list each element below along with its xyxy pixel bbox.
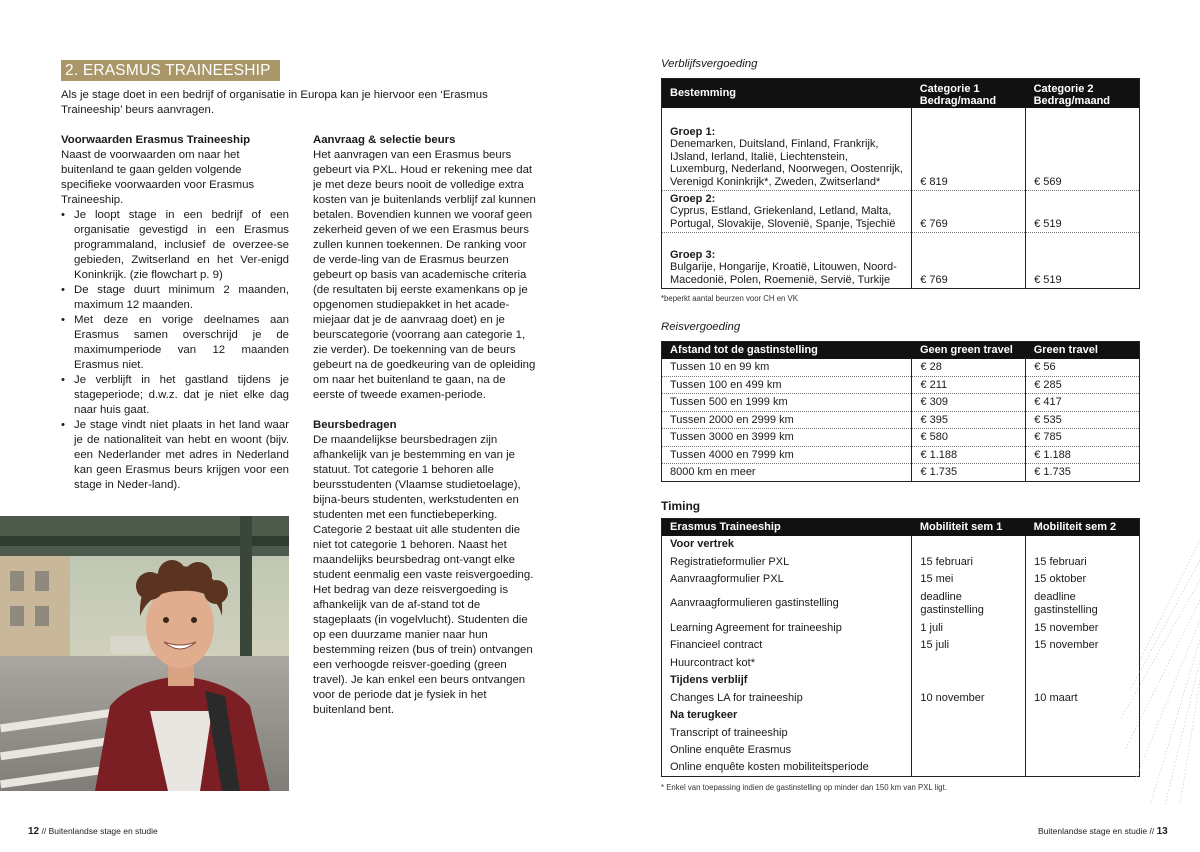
distance-cell: Tussen 100 en 499 km (662, 376, 912, 394)
table-row (662, 464, 1140, 482)
voorwaarden-block (61, 133, 289, 493)
distance-cell: 8000 km en meer (662, 464, 912, 482)
group-name: Groep 1: (670, 125, 716, 138)
reis-header-afstand: Afstand tot de gastinstelling (662, 342, 912, 359)
table-row (662, 536, 1140, 554)
distance-cell: Tussen 3000 en 3999 km (662, 429, 912, 447)
reis-label: Reisvergoeding (661, 321, 741, 333)
verblijf-table (661, 78, 1140, 289)
beursbedragen-heading: Beursbedragen (313, 419, 397, 431)
table-row (662, 429, 1140, 447)
table-row (662, 619, 1140, 637)
sem2-date: 15 november (1026, 619, 1140, 637)
page-number-left: 12 (28, 826, 40, 837)
timing-item-label: Aanvraagformulier PXL (662, 571, 912, 589)
table-row (662, 654, 1140, 672)
footer-right-text: Buitenlandse stage en studie // (1038, 826, 1157, 836)
timing-item-label: Financieel contract (662, 637, 912, 655)
timing-group-label: Voor vertrek (662, 536, 912, 554)
sem1-date (912, 654, 1026, 672)
green-amount-cell: € 417 (1026, 394, 1140, 412)
table-row (662, 637, 1140, 655)
amount-cell: € 395 (912, 411, 1026, 429)
sem1-date (912, 742, 1026, 760)
page-number-right: 13 (1156, 826, 1168, 837)
beursbedragen-text: De maandelijkse beursbedragen zijn afhankelijk van je bestemming en van je statuut. Tot categorie 1 behoren alle beursstudenten (Vlaamse studietoelage), bijna-beurs studenten, werkstudenten en studenten met een functiebeperking. Categorie 2 bestaat uit alle studenten die niet tot categorie 1 behoren. Naast het maandelijks beursbedrag ont-vangt elke student eenmalig een vaste reisvergoeding. Het bedrag van deze reisvergoeding is afhankelijk van de af-stand tot de stageplaats (in vogelvlucht). Studenten die op een duurzame manier naar hun bestemming reizen (bus of trein) ontvangen een verhoogde reisver-goeding (green travel). Je kan enkel een beurs ontvangen voor de periode dat je fysiek in het buitenland bent. (313, 434, 534, 716)
group-name: Groep 3: (670, 248, 716, 261)
voorwaarden-heading: Voorwaarden Erasmus Traineeship (61, 134, 251, 146)
timing-table (661, 518, 1140, 777)
reis-header-green: Green travel (1026, 342, 1140, 359)
timing-label: Timing (661, 499, 701, 513)
timing-group-label: Na terugkeer (662, 707, 912, 725)
sem1-date: 15 juli (912, 637, 1026, 655)
sem2-date: 15 oktober (1026, 571, 1140, 589)
table-row (662, 376, 1140, 394)
table-row (662, 411, 1140, 429)
list-item: • Je stage vindt niet plaats in het land waar je de nationaliteit van hebt en woont (bijv. een Nederlander met adres in Nederland kan geen Erasmus beurs krijgen voor een stage in Neder-land). (61, 418, 289, 493)
aanvraag-block (313, 133, 539, 718)
list-item: • De stage duurt minimum 2 maanden, maximum 12 maanden. (61, 283, 289, 313)
timing-header-sem2: Mobiliteit sem 2 (1026, 519, 1140, 536)
timing-item-label: Registratieformulier PXL (662, 553, 912, 571)
timing-header-traineeship: Erasmus Traineeship (662, 519, 912, 536)
student-photo (0, 516, 289, 791)
table-row (662, 191, 1140, 233)
table-row (662, 571, 1140, 589)
aanvraag-text: Het aanvragen van een Erasmus beurs gebeurt via PXL. Houd er rekening mee dat je met deze beurs nooit de volledige extra kosten van je buitenlands verblijf zal kunnen betalen. Bovendien kunnen we vooraf geen zekerheid geven of we een Erasmus beurs zullen kunnen toekennen. De ranking voor de verde-ling van de Erasmus beurzen gebeurt op basis van academische criteria (de resultaten bij eerste examenkans op je opgenomen studiepakket in het acade-miejaar dat je de aanvraag doet) en je beurscategorie (voorrang aan categorie 1, zie verder). De toekenning van de beurs gebeurt na de goedkeuring van de opleiding om naar het buitenland te gaan, na de eerste of tweede examen-periode. (313, 149, 536, 401)
table-row (662, 742, 1140, 760)
sem1-date: 10 november (912, 689, 1026, 707)
green-amount-cell: € 785 (1026, 429, 1140, 447)
table-row (662, 707, 1140, 725)
timing-item-label: Transcript of traineeship (662, 724, 912, 742)
sem1-date: 15 februari (912, 553, 1026, 571)
green-amount-cell: € 1.188 (1026, 446, 1140, 464)
verblijf-note: *beperkt aantal beurzen voor CH en VK (661, 294, 798, 303)
sem2-date: 10 maart (1026, 689, 1140, 707)
list-item: • Met deze en vorige deelnames aan Erasmus samen overschrijd je de maximumperiode van 12 maanden Erasmus niet. (61, 313, 289, 373)
timing-group-label: Tijdens verblijf (662, 672, 912, 690)
green-amount-cell: € 285 (1026, 376, 1140, 394)
table-row (662, 233, 1140, 289)
timing-item-label: Changes LA for traineeship (662, 689, 912, 707)
timing-header-sem1: Mobiliteit sem 1 (912, 519, 1026, 536)
voorwaarden-text: Naast de voorwaarden om naar het buitenland te gaan gelden volgende specifieke voorwaarden voor Erasmus Traineeship. (61, 149, 255, 206)
cat2-amount: € 519 (1026, 233, 1140, 289)
green-amount-cell: € 56 (1026, 359, 1140, 377)
intro-text: Als je stage doet in een bedrijf of organisatie in Europa kan je hiervoor een ‘Erasmus Traineeship’ beurs aanvragen. (61, 89, 488, 116)
section-title: 2. ERASMUS TRAINEESHIP (61, 60, 280, 81)
sem2-date: 15 februari (1026, 553, 1140, 571)
distance-cell: Tussen 4000 en 7999 km (662, 446, 912, 464)
cat1-amount: € 769 (912, 233, 1026, 289)
footer-right (1038, 826, 1168, 837)
green-amount-cell: € 1.735 (1026, 464, 1140, 482)
sem1-date: 15 mei (912, 571, 1026, 589)
timing-item-label: Online enquête kosten mobiliteitsperiode (662, 759, 912, 777)
amount-cell: € 309 (912, 394, 1026, 412)
group-countries: Denemarken, Duitsland, Finland, Frankrijk, IJsland, Ierland, Italië, Liechtenstein, Luxemburg, Nederland, Noorwegen, Oostenrijk, Verenigd Koninkrijk*, Zweden, Zwitserland* (670, 138, 903, 188)
table-row (662, 446, 1140, 464)
timing-item-label: Aanvraagformulieren gastinstelling (662, 588, 912, 619)
list-item: • Je verblijft in het gastland tijdens je stageperiode; d.w.z. dat je niet elke dag naar huis gaat. (61, 373, 289, 418)
footer-left (28, 826, 158, 837)
distance-cell: Tussen 10 en 99 km (662, 359, 912, 377)
verblijf-header-bestemming: Bestemming (662, 79, 912, 108)
amount-cell: € 1.735 (912, 464, 1026, 482)
table-row (662, 689, 1140, 707)
verblijf-label: Verblijfsvergoeding (661, 58, 758, 70)
timing-item-label: Learning Agreement for traineeship (662, 619, 912, 637)
cat2-amount: € 519 (1026, 191, 1140, 233)
amount-cell: € 28 (912, 359, 1026, 377)
group-countries: Cyprus, Estland, Griekenland, Letland, Malta, Portugal, Slovakije, Slovenië, Spanje, Tsjechië (670, 205, 896, 230)
table-row (662, 108, 1140, 191)
footer-left-text: // Buitenlandse stage en studie (39, 826, 158, 836)
verblijf-header-cat2: Categorie 2 Bedrag/maand (1026, 79, 1140, 108)
amount-cell: € 1.188 (912, 446, 1026, 464)
timing-item-label: Huurcontract kot* (662, 654, 912, 672)
cat1-amount: € 769 (912, 191, 1026, 233)
sem1-date (912, 759, 1026, 777)
group-name: Groep 2: (670, 192, 716, 205)
table-row (662, 359, 1140, 377)
aanvraag-heading: Aanvraag & selectie beurs (313, 134, 456, 146)
table-row (662, 553, 1140, 571)
green-amount-cell: € 535 (1026, 411, 1140, 429)
decorative-lines-icon (1080, 540, 1200, 810)
distance-cell: Tussen 2000 en 2999 km (662, 411, 912, 429)
sem2-date: 15 november (1026, 637, 1140, 655)
table-row (662, 759, 1140, 777)
voorwaarden-list (61, 208, 289, 493)
group-countries: Bulgarije, Hongarije, Kroatië, Litouwen, Noord-Macedonië, Polen, Roemenië, Servië, Turkije (670, 261, 897, 286)
table-row (662, 672, 1140, 690)
table-row (662, 588, 1140, 619)
sem1-date (912, 724, 1026, 742)
verblijf-header-cat1: Categorie 1 Bedrag/maand (912, 79, 1026, 108)
amount-cell: € 211 (912, 376, 1026, 394)
list-item: • Je loopt stage in een bedrijf of een organisatie gevestigd in een Erasmus programmaland, inclusief de overzee-se gebieden, Zwitserland en het Ver-enigd Koninkrijk. (zie flowchart p. 9) (61, 208, 289, 283)
reis-table (661, 341, 1140, 482)
timing-note: * Enkel van toepassing indien de gastinstelling op minder dan 150 km van PXL ligt. (661, 783, 947, 792)
timing-item-label: Online enquête Erasmus (662, 742, 912, 760)
sem1-date: deadline gastinstelling (912, 588, 1026, 619)
sem2-date: deadline gastinstelling (1026, 588, 1140, 619)
sem1-date: 1 juli (912, 619, 1026, 637)
distance-cell: Tussen 500 en 1999 km (662, 394, 912, 412)
table-row (662, 394, 1140, 412)
cat1-amount: € 819 (912, 108, 1026, 191)
amount-cell: € 580 (912, 429, 1026, 447)
reis-header-geen-green: Geen green travel (912, 342, 1026, 359)
table-row (662, 724, 1140, 742)
cat2-amount: € 569 (1026, 108, 1140, 191)
